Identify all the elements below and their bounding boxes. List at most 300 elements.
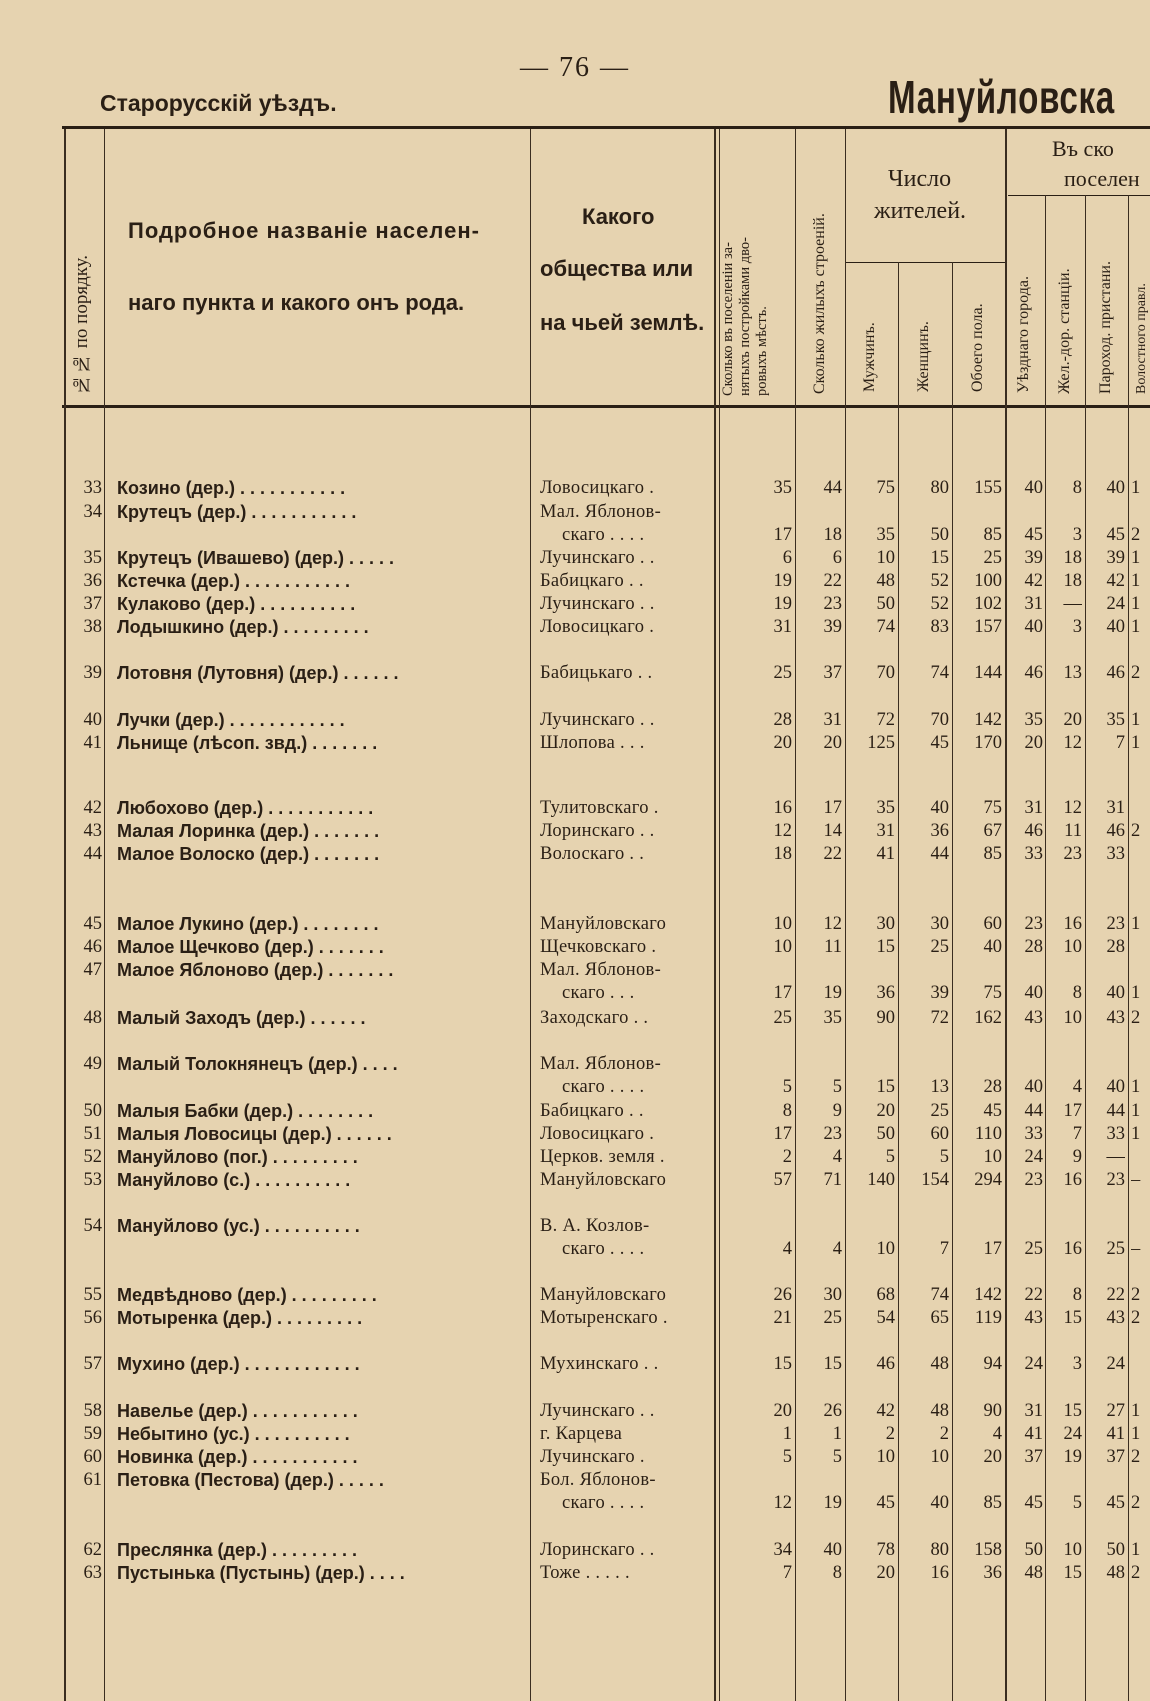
- cell-w: 25: [930, 937, 949, 957]
- cell-m: 90: [876, 1008, 895, 1028]
- cell-d2: 19: [1063, 1447, 1082, 1467]
- cell-d4: 1: [1131, 571, 1141, 591]
- cell-t: 40: [983, 937, 1002, 957]
- cell-w: 154: [921, 1170, 949, 1190]
- cell-m: 125: [867, 733, 895, 753]
- cell-d1: 24: [1024, 1147, 1043, 1167]
- cell-d2: 23: [1063, 844, 1082, 864]
- cell-b: 40: [823, 1540, 842, 1560]
- cell-b: 23: [823, 1124, 842, 1144]
- header-society-line3: на чьей землѣ.: [540, 310, 705, 335]
- cell-d3: 23: [1106, 1170, 1125, 1190]
- cell-t: 85: [983, 844, 1002, 864]
- cell-d4: 1: [1131, 1077, 1141, 1097]
- cell-t: 102: [974, 594, 1002, 614]
- cell-w: 10: [930, 1447, 949, 1467]
- cell-d1: 31: [1024, 1401, 1043, 1421]
- cell-d3: 33: [1106, 1124, 1125, 1144]
- table-row: [0, 594, 1150, 617]
- cell-d3: 46: [1106, 821, 1125, 841]
- society-name: Волоскаго . .: [540, 844, 645, 864]
- table-row: [0, 1401, 1150, 1424]
- cell-w: 52: [930, 571, 949, 591]
- cell-m: 72: [876, 710, 895, 730]
- cell-b: 30: [823, 1285, 842, 1305]
- cell-w: 13: [930, 1077, 949, 1097]
- cell-d2: 10: [1063, 1008, 1082, 1028]
- cell-d1: 43: [1024, 1308, 1043, 1328]
- cell-d3: 40: [1106, 1077, 1125, 1097]
- header-railway: Жел.-дор. станціи.: [1056, 268, 1073, 394]
- cell-d1: 40: [1024, 983, 1043, 1003]
- header-households-line: ровыхъ мѣстъ.: [754, 306, 770, 396]
- cell-w: 72: [930, 1008, 949, 1028]
- cell-h: 25: [773, 1008, 792, 1028]
- cell-t: 110: [974, 1124, 1002, 1144]
- cell-d2: 3: [1072, 1354, 1082, 1374]
- cell-m: 41: [876, 844, 895, 864]
- cell-d4: 2: [1131, 1308, 1141, 1328]
- cell-d3: 39: [1106, 548, 1125, 568]
- header-households-line: Сколько въ поселеніи за-: [720, 242, 736, 396]
- row-number: 42: [83, 798, 102, 818]
- cell-d4: 2: [1131, 1447, 1141, 1467]
- cell-w: 74: [930, 1285, 949, 1305]
- cell-m: 15: [876, 1077, 895, 1097]
- table-row: [0, 1124, 1150, 1147]
- cell-m: 20: [876, 1563, 895, 1583]
- cell-d4: 1: [1131, 710, 1141, 730]
- cell-t: 162: [974, 1008, 1002, 1028]
- settlement-name: Малое Щечково (дер.) . . . . . . .: [117, 937, 384, 957]
- header-households-text: [720, 134, 771, 396]
- table-row: [0, 502, 1150, 548]
- cell-t: 17: [983, 1239, 1002, 1259]
- cell-d3: 43: [1106, 1308, 1125, 1328]
- cell-m: 10: [876, 1239, 895, 1259]
- cell-d3: 48: [1106, 1563, 1125, 1583]
- cell-t: 119: [974, 1308, 1002, 1328]
- header-volost-board: Волостного правл.: [1134, 283, 1149, 394]
- settlement-name: Лодышкино (дер.) . . . . . . . . .: [117, 617, 369, 637]
- cell-t: 20: [983, 1447, 1002, 1467]
- settlement-name: Навелье (дер.) . . . . . . . . . . .: [117, 1401, 358, 1421]
- cell-m: 70: [876, 663, 895, 683]
- cell-m: 30: [876, 914, 895, 934]
- cell-t: 142: [974, 710, 1002, 730]
- header-name-line2: наго пункта и какого онъ рода.: [128, 290, 465, 315]
- cell-b: 1: [832, 1424, 842, 1444]
- header-residents-line1: Число: [888, 166, 952, 192]
- settlement-name: Петовка (Пестова) (дер.) . . . . .: [117, 1470, 384, 1490]
- cell-d2: 8: [1072, 478, 1082, 498]
- cell-d2: 12: [1063, 733, 1082, 753]
- cell-h: 17: [773, 1124, 792, 1144]
- cell-t: 157: [974, 617, 1002, 637]
- cell-d4: –: [1131, 1239, 1141, 1259]
- row-number: 37: [83, 594, 102, 614]
- cell-b: 4: [832, 1239, 842, 1259]
- cell-b: 6: [832, 548, 842, 568]
- settlement-name: Козино (дер.) . . . . . . . . . . .: [117, 478, 346, 498]
- cell-h: 31: [773, 617, 792, 637]
- cell-d3: 22: [1106, 1285, 1125, 1305]
- cell-w: 83: [930, 617, 949, 637]
- cell-d2: 15: [1063, 1308, 1082, 1328]
- society-name: скаго . . . .: [562, 1493, 645, 1513]
- cell-t: 10: [983, 1147, 1002, 1167]
- cell-m: 46: [876, 1354, 895, 1374]
- society-name: Заходскаго . .: [540, 1008, 649, 1028]
- row-number: 54: [83, 1216, 102, 1236]
- cell-h: 12: [773, 1493, 792, 1513]
- table-row: [0, 1008, 1150, 1031]
- cell-t: 170: [974, 733, 1002, 753]
- row-number: 51: [83, 1124, 102, 1144]
- cell-d2: 8: [1072, 983, 1082, 1003]
- table-row: [0, 1101, 1150, 1124]
- table-row: [0, 1447, 1150, 1470]
- cell-h: 5: [782, 1077, 792, 1097]
- cell-d3: 45: [1106, 1493, 1125, 1513]
- cell-t: 75: [983, 983, 1002, 1003]
- cell-m: 2: [885, 1424, 895, 1444]
- cell-d1: 33: [1024, 1124, 1043, 1144]
- cell-w: 45: [930, 733, 949, 753]
- row-number: 33: [83, 478, 102, 498]
- table-row: [0, 1540, 1150, 1563]
- cell-b: 35: [823, 1008, 842, 1028]
- cell-w: 40: [930, 798, 949, 818]
- cell-b: 8: [832, 1563, 842, 1583]
- row-number: 35: [83, 548, 102, 568]
- cell-t: 155: [974, 478, 1002, 498]
- cell-w: 5: [939, 1147, 949, 1167]
- cell-d1: 23: [1024, 1170, 1043, 1190]
- cell-d4: 1: [1131, 1540, 1141, 1560]
- cell-d2: —: [1063, 594, 1082, 614]
- header-name-line1: Подробное названіе населен-: [128, 218, 480, 243]
- header-society-line2: общества или: [540, 256, 694, 281]
- cell-t: 94: [983, 1354, 1002, 1374]
- cell-m: 10: [876, 1447, 895, 1467]
- cell-m: 48: [876, 571, 895, 591]
- settlement-name: Малый Заходъ (дер.) . . . . . .: [117, 1008, 366, 1028]
- cell-h: 1: [782, 1424, 792, 1444]
- cell-t: 144: [974, 663, 1002, 683]
- settlement-name: Мануйлово (с.) . . . . . . . . . .: [117, 1170, 351, 1190]
- settlement-name: Небытино (ус.) . . . . . . . . . .: [117, 1424, 350, 1444]
- cell-d4: 1: [1131, 1401, 1141, 1421]
- cell-d2: 8: [1072, 1285, 1082, 1305]
- cell-d2: 9: [1072, 1147, 1082, 1167]
- settlement-name: Малое Яблоново (дер.) . . . . . . .: [117, 960, 394, 980]
- cell-d4: 2: [1131, 1563, 1141, 1583]
- cell-h: 17: [773, 525, 792, 545]
- cell-d4: –: [1131, 1170, 1141, 1190]
- society-name: скаго . . .: [562, 983, 635, 1003]
- row-number: 43: [83, 821, 102, 841]
- table-row: [0, 1354, 1150, 1377]
- table-row: [0, 1424, 1150, 1447]
- cell-m: 74: [876, 617, 895, 637]
- cell-m: 54: [876, 1308, 895, 1328]
- cell-h: 18: [773, 844, 792, 864]
- cell-w: 52: [930, 594, 949, 614]
- cell-m: 35: [876, 525, 895, 545]
- cell-d4: 1: [1131, 1424, 1141, 1444]
- society-name: В. А. Козлов-: [540, 1216, 650, 1236]
- cell-d1: 50: [1024, 1540, 1043, 1560]
- cell-d4: 1: [1131, 914, 1141, 934]
- society-name: Лоринскаго . .: [540, 1540, 655, 1560]
- society-name: Мотыренскаго .: [540, 1308, 668, 1328]
- cell-d2: 17: [1063, 1101, 1082, 1121]
- table-row: [0, 1308, 1150, 1331]
- settlement-name: Медвѣдново (дер.) . . . . . . . . .: [117, 1285, 377, 1305]
- table-row: [0, 1216, 1150, 1262]
- cell-h: 25: [773, 663, 792, 683]
- cell-t: 294: [974, 1170, 1002, 1190]
- cell-t: 28: [983, 1077, 1002, 1097]
- table-row: [0, 1563, 1150, 1586]
- cell-m: 45: [876, 1493, 895, 1513]
- cell-d4: 2: [1131, 525, 1141, 545]
- cell-h: 4: [782, 1239, 792, 1259]
- society-name: Тулитовскаго .: [540, 798, 659, 818]
- row-number: 56: [83, 1308, 102, 1328]
- cell-w: 36: [930, 821, 949, 841]
- cell-d3: 44: [1106, 1101, 1125, 1121]
- header-men: Мужчинъ.: [861, 322, 878, 392]
- cell-m: 50: [876, 1124, 895, 1144]
- cell-m: 68: [876, 1285, 895, 1305]
- cell-d4: 1: [1131, 478, 1141, 498]
- table-row: [0, 960, 1150, 1006]
- cell-d2: 5: [1072, 1493, 1082, 1513]
- cell-d3: 45: [1106, 525, 1125, 545]
- cell-d2: 16: [1063, 914, 1082, 934]
- table-row: [0, 478, 1150, 501]
- cell-d4: 1: [1131, 733, 1141, 753]
- cell-b: 71: [823, 1170, 842, 1190]
- cell-t: 75: [983, 798, 1002, 818]
- row-number: 47: [83, 960, 102, 980]
- cell-w: 74: [930, 663, 949, 683]
- table-row: [0, 798, 1150, 821]
- district-title: Старорусскій уѣздъ.: [100, 90, 337, 116]
- cell-d4: 1: [1131, 617, 1141, 637]
- header-num: №№ по порядку.: [71, 254, 92, 395]
- society-name: Ловосицкаго .: [540, 1124, 655, 1144]
- cell-w: 2: [939, 1424, 949, 1444]
- table-row: [0, 844, 1150, 867]
- table-row: [0, 733, 1150, 756]
- settlement-name: Мухино (дер.) . . . . . . . . . . . .: [117, 1354, 360, 1374]
- society-name: скаго . . . .: [562, 1077, 645, 1097]
- cell-d1: 41: [1024, 1424, 1043, 1444]
- row-number: 50: [83, 1101, 102, 1121]
- cell-d4: 1: [1131, 1101, 1141, 1121]
- cell-d3: 43: [1106, 1008, 1125, 1028]
- cell-h: 2: [782, 1147, 792, 1167]
- cell-d2: 12: [1063, 798, 1082, 818]
- cell-d1: 46: [1024, 821, 1043, 841]
- cell-t: 4: [992, 1424, 1002, 1444]
- row-number: 55: [83, 1285, 102, 1305]
- cell-b: 12: [823, 914, 842, 934]
- society-name: Бол. Яблонов-: [540, 1470, 656, 1490]
- cell-m: 31: [876, 821, 895, 841]
- cell-t: 142: [974, 1285, 1002, 1305]
- row-number: 38: [83, 617, 102, 637]
- cell-d1: 40: [1024, 478, 1043, 498]
- cell-d3: 23: [1106, 914, 1125, 934]
- table-row: [0, 548, 1150, 571]
- society-name: скаго . . . .: [562, 1239, 645, 1259]
- cell-d3: 40: [1106, 617, 1125, 637]
- cell-w: 60: [930, 1124, 949, 1144]
- society-name: Щечковскаго .: [540, 937, 657, 957]
- cell-w: 25: [930, 1101, 949, 1121]
- cell-d1: 45: [1024, 1493, 1043, 1513]
- cell-b: 11: [824, 937, 842, 957]
- cell-d2: 18: [1063, 571, 1082, 591]
- cell-d2: 10: [1063, 937, 1082, 957]
- cell-b: 22: [823, 844, 842, 864]
- settlement-name: Льнище (лѣсоп. звд.) . . . . . . .: [117, 733, 378, 753]
- table-row: [0, 710, 1150, 733]
- row-number: 41: [83, 733, 102, 753]
- cell-d4: 1: [1131, 983, 1141, 1003]
- settlement-name: Лотовня (Лутовня) (дер.) . . . . . .: [117, 663, 399, 683]
- table-row: [0, 914, 1150, 937]
- header-distance-line2: поселен: [1064, 166, 1140, 191]
- cell-d4: 1: [1131, 1124, 1141, 1144]
- cell-h: 8: [782, 1101, 792, 1121]
- cell-w: 15: [930, 548, 949, 568]
- cell-d3: 31: [1106, 798, 1125, 818]
- cell-h: 19: [773, 594, 792, 614]
- cell-d1: 48: [1024, 1563, 1043, 1583]
- row-number: 45: [83, 914, 102, 934]
- header-households: [720, 134, 771, 396]
- cell-w: 16: [930, 1563, 949, 1583]
- cell-d3: 35: [1106, 710, 1125, 730]
- cell-t: 90: [983, 1401, 1002, 1421]
- cell-b: 26: [823, 1401, 842, 1421]
- cell-d1: 37: [1024, 1447, 1043, 1467]
- cell-d1: 25: [1024, 1239, 1043, 1259]
- cell-m: 140: [867, 1170, 895, 1190]
- volost-title: Мануйловска: [888, 71, 1115, 123]
- society-name: Лоринскаго . .: [540, 821, 655, 841]
- cell-h: 10: [773, 914, 792, 934]
- cell-b: 5: [832, 1447, 842, 1467]
- society-name: Ловосицкаго .: [540, 478, 655, 498]
- cell-d4: 2: [1131, 821, 1141, 841]
- row-number: 34: [83, 502, 102, 522]
- row-number: 39: [83, 663, 102, 683]
- cell-h: 21: [773, 1308, 792, 1328]
- cell-b: 23: [823, 594, 842, 614]
- settlement-name: Малыя Ловосицы (дер.) . . . . . .: [117, 1124, 392, 1144]
- settlement-name: Любохово (дер.) . . . . . . . . . . .: [117, 798, 374, 818]
- table-row: [0, 1470, 1150, 1516]
- table-row: [0, 571, 1150, 594]
- cell-d4: 2: [1131, 1008, 1141, 1028]
- cell-t: 158: [974, 1540, 1002, 1560]
- cell-b: 15: [823, 1354, 842, 1374]
- cell-m: 35: [876, 798, 895, 818]
- society-name: Мал. Яблонов-: [540, 960, 662, 980]
- cell-w: 39: [930, 983, 949, 1003]
- cell-d2: 3: [1072, 617, 1082, 637]
- cell-d2: 20: [1063, 710, 1082, 730]
- header-uezd-town: Уѣзднаго города.: [1015, 276, 1032, 393]
- cell-d1: 24: [1024, 1354, 1043, 1374]
- cell-w: 70: [930, 710, 949, 730]
- cell-w: 48: [930, 1354, 949, 1374]
- row-number: 59: [83, 1424, 102, 1444]
- row-number: 49: [83, 1054, 102, 1074]
- society-name: Лучинскаго . .: [540, 710, 655, 730]
- cell-b: 44: [823, 478, 842, 498]
- table-row: [0, 937, 1150, 960]
- cell-d3: 25: [1106, 1239, 1125, 1259]
- cell-d3: 33: [1106, 844, 1125, 864]
- cell-h: 12: [773, 821, 792, 841]
- society-name: Бабицкаго . .: [540, 1101, 644, 1121]
- cell-b: 14: [823, 821, 842, 841]
- society-name: Мал. Яблонов-: [540, 502, 662, 522]
- table-row: [0, 1170, 1150, 1193]
- cell-d3: 27: [1106, 1401, 1125, 1421]
- cell-h: 35: [773, 478, 792, 498]
- header-society-line1: Какого: [582, 204, 655, 229]
- header-women: Женщинъ.: [915, 321, 932, 392]
- cell-m: 42: [876, 1401, 895, 1421]
- society-name: Лучинскаго . .: [540, 548, 655, 568]
- header-households-line: нятыхъ постройками дво-: [737, 237, 753, 396]
- header-top-rule: [62, 126, 1150, 129]
- cell-b: 19: [823, 1493, 842, 1513]
- cell-h: 34: [773, 1540, 792, 1560]
- cell-m: 20: [876, 1101, 895, 1121]
- cell-d1: 45: [1024, 525, 1043, 545]
- cell-w: 80: [930, 478, 949, 498]
- cell-b: 4: [832, 1147, 842, 1167]
- cell-d1: 31: [1024, 594, 1043, 614]
- cell-w: 50: [930, 525, 949, 545]
- cell-t: 36: [983, 1563, 1002, 1583]
- cell-d1: 42: [1024, 571, 1043, 591]
- settlement-name: Мануйлово (пог.) . . . . . . . . .: [117, 1147, 358, 1167]
- cell-b: 22: [823, 571, 842, 591]
- cell-d3: 40: [1106, 478, 1125, 498]
- society-name: Лучинскаго .: [540, 1447, 645, 1467]
- cell-d3: 40: [1106, 983, 1125, 1003]
- cell-d2: 24: [1063, 1424, 1082, 1444]
- society-name: Мухинскаго . .: [540, 1354, 659, 1374]
- cell-d2: 7: [1072, 1124, 1082, 1144]
- header-pier: Пароход. пристани.: [1097, 261, 1114, 394]
- cell-h: 57: [773, 1170, 792, 1190]
- cell-d2: 4: [1072, 1077, 1082, 1097]
- cell-m: 10: [876, 548, 895, 568]
- cell-h: 17: [773, 983, 792, 1003]
- cell-h: 20: [773, 1401, 792, 1421]
